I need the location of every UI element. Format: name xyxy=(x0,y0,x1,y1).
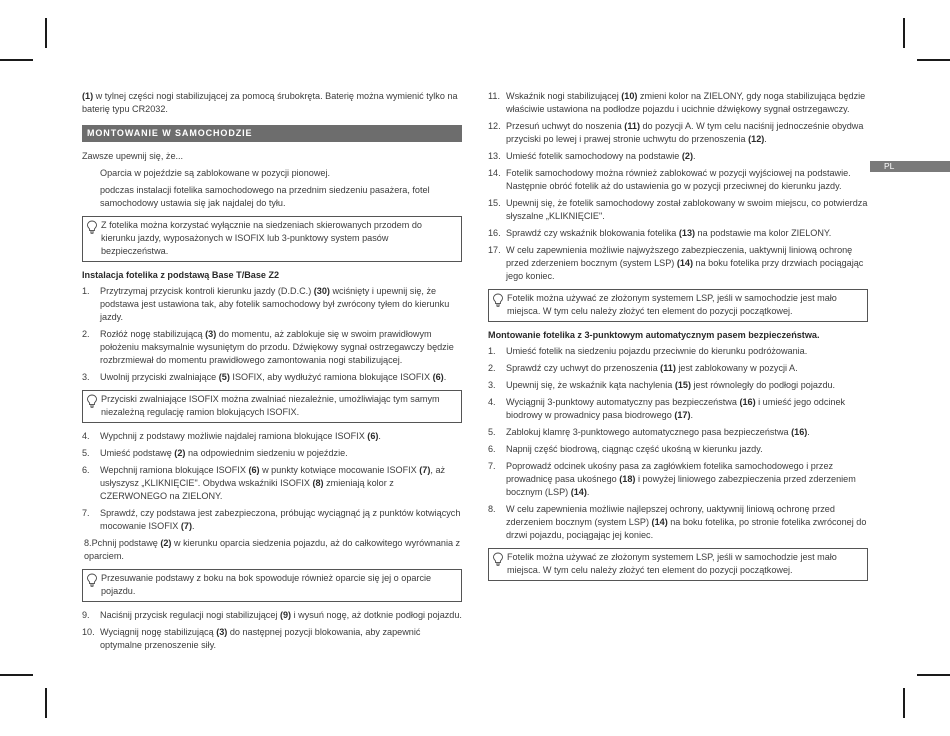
list-item: 17. W celu zapewnienia możliwie najwyższego zabezpieczenia, uaktywnij liniową ochronę przed zderzeniem bocznym (system LSP) (14) na boku fotelika przy drzwiach pociągając jego koniec. xyxy=(488,245,864,281)
info-note xyxy=(82,216,462,262)
step-number: 1. xyxy=(82,286,90,296)
step-number: 7. xyxy=(488,461,496,471)
intro-text: (1) w tylnej części nogi stabilizującej za pomocą śrubokręta. Baterię można wymienić tylko na baterię typu CR2032. xyxy=(82,91,458,114)
info-note xyxy=(82,569,462,602)
step-number: 6. xyxy=(488,444,496,454)
step-number: 16. xyxy=(488,228,501,238)
step-number: 8. xyxy=(488,504,496,514)
step-number: 14. xyxy=(488,168,501,178)
step-number: 3. xyxy=(82,372,90,382)
list-item: 8. W celu zapewnienia możliwie najlepszej ochrony, uaktywnij liniową ochronę przed zderzeniem bocznym (system LSP) (14) na boku fotelika, po stronie fotelika zwróconej do drzwi pojazdu, pociągając jej koniec. xyxy=(488,504,867,540)
list-item: 4. Wyciągnij 3-punktowy automatyczny pas bezpieczeństwa (16) i umieść jego odcinek biodrowy w prowadnicy pasa biodrowego (17). xyxy=(488,397,846,420)
list-item: 2. Rozłóż nogę stabilizującą (3) do momentu, aż zablokuje się w swoim prawidłowym położeniu maksymalnie wysuniętym do przodu. Dźwiękowy sygnał ostrzegawczy będzie rozbrzmiewał do momentu prawidłowego zamontowania nogi stabilizującej. xyxy=(82,329,454,365)
list-item: 7. Poprowadź odcinek ukośny pasa za zagłówkiem fotelika samochodowego i przez prowadnicę pasa ukośnego (18) i powyżej liniowego zabezpieczenia przed zderzeniem bocznym (LSP) (14). xyxy=(488,461,856,497)
step-number: 2. xyxy=(82,329,90,339)
note-text: Przesuwanie podstawy z boku na bok spowoduje również oparcie się jej o oparcie pojazdu. xyxy=(101,573,432,596)
step-number: 13. xyxy=(488,151,501,161)
list-item: 3. Upewnij się, że wskaźnik kąta nachylenia (15) jest równoległy do podłogi pojazdu. xyxy=(488,380,836,390)
list-item: 6. Wepchnij ramiona blokujące ISOFIX (6) w punkty kotwiące mocowanie ISOFIX (7), aż usłyszysz „KLIKNIĘCIE". Obydwa wskaźniki ISOFIX (8) zmieniają kolor z CZERWONEGO na ZIELONY. xyxy=(82,465,446,501)
crop-mark xyxy=(917,674,950,676)
always-line: Zawsze upewnij się, że... xyxy=(82,151,184,161)
right-column xyxy=(488,90,868,588)
crop-mark xyxy=(0,59,33,61)
crop-mark xyxy=(903,688,905,718)
list-item: 6. Napnij część biodrową, ciągnąc część ukośną w kierunku jazdy. xyxy=(488,444,763,454)
step-number: 6. xyxy=(82,465,90,475)
steps-list xyxy=(488,90,868,283)
left-column xyxy=(82,90,462,656)
step-number: 1. xyxy=(488,346,496,356)
step-number: 5. xyxy=(488,427,496,437)
list-item: 4. Wypchnij z podstawy możliwie najdalej ramiona blokujące ISOFIX (6). xyxy=(82,431,381,441)
list-item: 12. Przesuń uchwyt do noszenia (11) do pozycji A. W tym celu naciśnij jednocześnie obydwa przyciski po lewej i prawej stronie uchwytu do przenoszenia (12). xyxy=(488,121,864,144)
list-item: 13. Umieść fotelik samochodowy na podstawie (2). xyxy=(488,151,696,161)
list-item: 5. Zablokuj klamrę 3-punktowego automatycznego pasa bezpieczeństwa (16). xyxy=(488,427,810,437)
list-item: 1. Umieść fotelik na siedzeniu pojazdu przeciwnie do kierunku podróżowania. xyxy=(488,346,808,356)
list-item: 3. Uwolnij przyciski zwalniające (5) ISOFIX, aby wydłużyć ramiona blokujące ISOFIX (6). xyxy=(82,372,447,382)
note-text: Przyciski zwalniające ISOFIX można zwalniać niezależnie, umożliwiając tym samym niezależną regulację ramion blokujących ISOFIX. xyxy=(101,394,440,417)
note-text: Fotelik można używać ze złożonym systemem LSP, jeśli w samochodzie jest mało miejsca. W tym celu należy złożyć ten element do pozycji początkowej. xyxy=(507,552,837,575)
step-number: 17. xyxy=(488,245,501,255)
crop-mark xyxy=(45,18,47,48)
info-note xyxy=(488,548,868,581)
step-number: 12. xyxy=(488,121,501,131)
step-8: 8.Pchnij podstawę (2) w kierunku oparcia siedzenia pojazdu, aż do całkowitego wyrównania z oparciem. xyxy=(84,538,461,561)
indent-line: Oparcia w pojeździe są zablokowane w pozycji pionowej. xyxy=(100,168,330,178)
step-number: 2. xyxy=(488,363,496,373)
step-number: 4. xyxy=(82,431,90,441)
step-number: 15. xyxy=(488,198,501,208)
list-item: 16. Sprawdź czy wskaźnik blokowania fotelika (13) na podstawie ma kolor ZIELONY. xyxy=(488,228,832,238)
info-note xyxy=(82,390,462,423)
steps-list xyxy=(488,345,868,542)
list-item: 14. Fotelik samochodowy można również zablokować w pozycji wyjściowej na podstawie. Następnie obróć fotelik aż do ustawienia go w pozycji przeciwnej do kierunku jazdy. xyxy=(488,168,851,191)
list-item: 5. Umieść podstawę (2) na odpowiednim siedzeniu w pojeździe. xyxy=(82,448,348,458)
list-item: 11. Wskaźnik nogi stabilizującej (10) zmieni kolor na ZIELONY, gdy noga stabilizująca będzie właściwie ustawiona na podłodze pojazdu i ucichnie dźwiękowy sygnał ostrzegawczy. xyxy=(488,91,866,114)
list-item: 7. Sprawdź, czy podstawa jest zabezpieczona, próbując wyciągnąć ją z punktów kotwiących mocowanie ISOFIX (7). xyxy=(82,508,461,531)
subheading: Montowanie fotelika z 3-punktowym automatycznym pasem bezpieczeństwa. xyxy=(488,330,820,340)
note-text: Fotelik można używać ze złożonym systemem LSP, jeśli w samochodzie jest mało miejsca. W tym celu należy złożyć ten element do pozycji początkowej. xyxy=(507,293,837,316)
crop-mark xyxy=(0,674,33,676)
list-item: 2. Sprawdź czy uchwyt do przenoszenia (11) jest zablokowany w pozycji A. xyxy=(488,363,798,373)
step-number: 3. xyxy=(488,380,496,390)
step-number: 5. xyxy=(82,448,90,458)
lightbulb-icon xyxy=(492,293,504,307)
note-text: Z fotelika można korzystać wyłącznie na siedzeniach skierowanych przodem do kierunku jazdy, wyposażonych w ISOFIX lub 3-punktowy system pasów bezpieczeństwa. xyxy=(101,220,422,256)
list-item: 9. Naciśnij przycisk regulacji nogi stabilizującej (9) i wysuń nogę, aż dotknie podłogi pojazdu. xyxy=(82,610,462,620)
subheading: Instalacja fotelika z podstawą Base T/Base Z2 xyxy=(82,270,280,280)
list-item: 1. Przytrzymaj przycisk kontroli kierunku jazdy (D.D.C.) (30) wciśnięty i upewnij się, że podstawa jest ustawiona tak, aby fotelik samochodowy był zwrócony tyłem do kierunku jazdy. xyxy=(82,286,450,322)
steps-list xyxy=(82,430,462,533)
step-number: 10. xyxy=(82,627,95,637)
step-number: 9. xyxy=(82,610,90,620)
step-number: 7. xyxy=(82,508,90,518)
list-item: 10. Wyciągnij nogę stabilizującą (3) do następnej pozycji blokowania, aby zapewnić optymalne przenoszenie siły. xyxy=(82,627,421,650)
section-title: MONTOWANIE W SAMOCHODZIE xyxy=(82,125,462,142)
crop-mark xyxy=(903,18,905,48)
crop-mark xyxy=(45,688,47,718)
lightbulb-icon xyxy=(86,220,98,234)
info-note xyxy=(488,289,868,322)
indent-line: podczas instalacji fotelika samochodowego na przednim siedzeniu pasażera, fotel samochodowy ustawia się jak najdalej do tyłu. xyxy=(100,185,430,208)
lightbulb-icon xyxy=(86,573,98,587)
language-tab: PL xyxy=(870,161,950,172)
lightbulb-icon xyxy=(492,552,504,566)
step-number: 11. xyxy=(488,91,500,101)
steps-list xyxy=(82,285,462,384)
crop-mark xyxy=(917,59,950,61)
steps-list xyxy=(82,609,462,652)
step-number: 4. xyxy=(488,397,496,407)
list-item: 15. Upewnij się, że fotelik samochodowy został zablokowany w swoim miejscu, co potwierdza słyszalne „KLIKNIĘCIE". xyxy=(488,198,868,221)
lightbulb-icon xyxy=(86,394,98,408)
